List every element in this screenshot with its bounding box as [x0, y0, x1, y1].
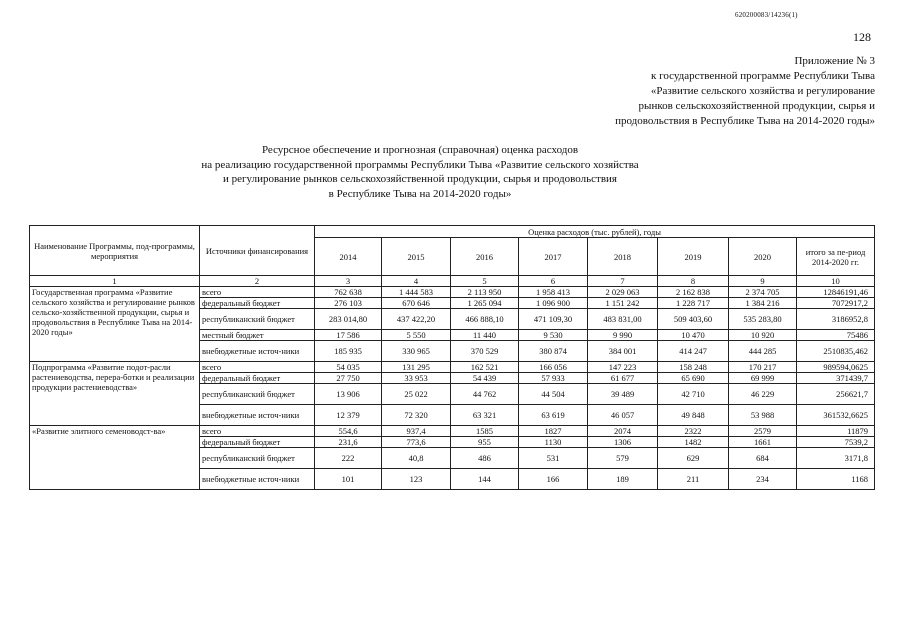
funding-source-cell: федеральный бюджет	[200, 373, 315, 384]
value-cell: 53 988	[729, 405, 797, 426]
value-cell: 535 283,80	[729, 309, 797, 330]
program-name-cell: «Развитие элитного семеноводст-ва»	[30, 426, 200, 490]
table-row	[30, 362, 875, 373]
column-index: 8	[658, 276, 729, 287]
value-cell: 955	[451, 437, 519, 448]
funding-source-cell: всего	[200, 287, 315, 298]
value-cell: 414 247	[658, 341, 729, 362]
total-cell: 7072917,2	[797, 298, 875, 309]
value-cell: 9 530	[519, 330, 588, 341]
value-cell: 2 162 838	[658, 287, 729, 298]
annex-heading	[515, 54, 875, 129]
funding-source-cell: федеральный бюджет	[200, 437, 315, 448]
column-index: 3	[315, 276, 382, 287]
column-index-row	[30, 276, 875, 287]
value-cell: 123	[382, 469, 451, 490]
value-cell: 276 103	[315, 298, 382, 309]
value-cell: 937,4	[382, 426, 451, 437]
total-cell: 3171,8	[797, 448, 875, 469]
value-cell: 63 619	[519, 405, 588, 426]
value-cell: 185 935	[315, 341, 382, 362]
value-cell: 10 920	[729, 330, 797, 341]
value-cell: 2 374 705	[729, 287, 797, 298]
value-cell: 380 874	[519, 341, 588, 362]
column-index: 5	[451, 276, 519, 287]
header-estimate: Оценка расходов (тыс. рублей), годы	[315, 226, 875, 238]
total-cell: 989594,0625	[797, 362, 875, 373]
value-cell: 222	[315, 448, 382, 469]
column-index: 2	[200, 276, 315, 287]
value-cell: 5 550	[382, 330, 451, 341]
header-year: 2018	[588, 238, 658, 276]
value-cell: 2579	[729, 426, 797, 437]
value-cell: 54 035	[315, 362, 382, 373]
funding-source-cell: всего	[200, 426, 315, 437]
value-cell: 13 906	[315, 384, 382, 405]
value-cell: 69 999	[729, 373, 797, 384]
value-cell: 65 690	[658, 373, 729, 384]
value-cell: 531	[519, 448, 588, 469]
value-cell: 1482	[658, 437, 729, 448]
value-cell: 63 321	[451, 405, 519, 426]
value-cell: 629	[658, 448, 729, 469]
funding-source-cell: внебюджетные источ-ники	[200, 469, 315, 490]
funding-source-cell: республиканский бюджет	[200, 309, 315, 330]
table-row	[30, 287, 875, 298]
total-cell: 7539,2	[797, 437, 875, 448]
total-cell: 361532,6625	[797, 405, 875, 426]
value-cell: 1661	[729, 437, 797, 448]
value-cell: 42 710	[658, 384, 729, 405]
value-cell: 39 489	[588, 384, 658, 405]
value-cell: 46 057	[588, 405, 658, 426]
value-cell: 1827	[519, 426, 588, 437]
value-cell: 1585	[451, 426, 519, 437]
funding-source-cell: всего	[200, 362, 315, 373]
value-cell: 9 990	[588, 330, 658, 341]
header-source: Источники финансирования	[200, 226, 315, 276]
value-cell: 1 444 583	[382, 287, 451, 298]
value-cell: 211	[658, 469, 729, 490]
value-cell: 144	[451, 469, 519, 490]
value-cell: 1 958 413	[519, 287, 588, 298]
value-cell: 762 638	[315, 287, 382, 298]
value-cell: 471 109,30	[519, 309, 588, 330]
value-cell: 72 320	[382, 405, 451, 426]
funding-source-cell: федеральный бюджет	[200, 298, 315, 309]
value-cell: 1306	[588, 437, 658, 448]
value-cell: 466 888,10	[451, 309, 519, 330]
title-line: Ресурсное обеспечение и прогнозная (справочная) оценка расходов	[261, 144, 579, 156]
total-cell: 11879	[797, 426, 875, 437]
value-cell: 384 001	[588, 341, 658, 362]
value-cell: 54 439	[451, 373, 519, 384]
funding-source-cell: внебюджетные источ-ники	[200, 341, 315, 362]
value-cell: 1 265 094	[451, 298, 519, 309]
value-cell: 2 029 063	[588, 287, 658, 298]
value-cell: 158 248	[658, 362, 729, 373]
total-cell: 371439,7	[797, 373, 875, 384]
title-line: в Республике Тыва на 2014-2020 годы»	[328, 187, 512, 200]
annex-line: рынков сельскохозяйственной продукции, сырья и	[638, 100, 875, 112]
total-cell: 1168	[797, 469, 875, 490]
value-cell: 1 384 216	[729, 298, 797, 309]
header-year: 2020	[729, 238, 797, 276]
header-year: 2015	[382, 238, 451, 276]
total-cell: 12846191,46	[797, 287, 875, 298]
page-number: 128	[853, 30, 871, 44]
total-cell: 75486	[797, 330, 875, 341]
value-cell: 189	[588, 469, 658, 490]
value-cell: 234	[729, 469, 797, 490]
value-cell: 1 151 242	[588, 298, 658, 309]
value-cell: 1130	[519, 437, 588, 448]
value-cell: 444 285	[729, 341, 797, 362]
program-name-cell: Подпрограмма «Развитие подот-расли растениеводства, перера-ботки и реализации продукции растениеводства»	[30, 362, 200, 426]
value-cell: 486	[451, 448, 519, 469]
value-cell: 147 223	[588, 362, 658, 373]
header-total: итого за пе-риод 2014-2020 гг.	[797, 238, 875, 276]
value-cell: 166 056	[519, 362, 588, 373]
value-cell: 10 470	[658, 330, 729, 341]
value-cell: 554,6	[315, 426, 382, 437]
value-cell: 670 646	[382, 298, 451, 309]
annex-line: «Развитие сельского хозяйства и регулирование	[650, 85, 875, 97]
annex-line: продовольствия в Республике Тыва на 2014-2020 годы»	[615, 115, 875, 127]
table-row	[30, 426, 875, 437]
document-title	[150, 143, 690, 201]
value-cell: 2322	[658, 426, 729, 437]
funding-source-cell: внебюджетные источ-ники	[200, 405, 315, 426]
table-body	[30, 287, 875, 490]
value-cell: 101	[315, 469, 382, 490]
value-cell: 166	[519, 469, 588, 490]
value-cell: 437 422,20	[382, 309, 451, 330]
value-cell: 370 529	[451, 341, 519, 362]
value-cell: 2 113 950	[451, 287, 519, 298]
value-cell: 40,8	[382, 448, 451, 469]
value-cell: 684	[729, 448, 797, 469]
value-cell: 27 750	[315, 373, 382, 384]
value-cell: 330 965	[382, 341, 451, 362]
title-line: и регулирование рынков сельскохозяйственной продукции, сырья и продовольствия	[223, 173, 617, 185]
budget-table	[29, 225, 875, 490]
value-cell: 2074	[588, 426, 658, 437]
value-cell: 170 217	[729, 362, 797, 373]
value-cell: 49 848	[658, 405, 729, 426]
value-cell: 1 096 900	[519, 298, 588, 309]
document-id: 620200083/14236(1)	[735, 11, 798, 19]
value-cell: 17 586	[315, 330, 382, 341]
total-cell: 256621,7	[797, 384, 875, 405]
header-name: Наименование Программы, под-программы, мероприятия	[30, 226, 200, 276]
header-year: 2017	[519, 238, 588, 276]
column-index: 1	[30, 276, 200, 287]
column-index: 6	[519, 276, 588, 287]
value-cell: 46 229	[729, 384, 797, 405]
value-cell: 33 953	[382, 373, 451, 384]
value-cell: 44 504	[519, 384, 588, 405]
value-cell: 44 762	[451, 384, 519, 405]
value-cell: 231,6	[315, 437, 382, 448]
header-year: 2014	[315, 238, 382, 276]
header-year: 2019	[658, 238, 729, 276]
value-cell: 579	[588, 448, 658, 469]
value-cell: 61 677	[588, 373, 658, 384]
value-cell: 283 014,80	[315, 309, 382, 330]
value-cell: 509 403,60	[658, 309, 729, 330]
annex-line: к государственной программе Республики Тыва	[650, 70, 875, 82]
title-line: на реализацию государственной программы Республики Тыва «Развитие сельского хозяйства	[201, 158, 639, 171]
annex-line: Приложение № 3	[794, 55, 875, 67]
value-cell: 483 831,00	[588, 309, 658, 330]
value-cell: 12 379	[315, 405, 382, 426]
funding-source-cell: республиканский бюджет	[200, 384, 315, 405]
value-cell: 11 440	[451, 330, 519, 341]
value-cell: 25 022	[382, 384, 451, 405]
column-index: 4	[382, 276, 451, 287]
column-index: 9	[729, 276, 797, 287]
value-cell: 773,6	[382, 437, 451, 448]
column-index: 7	[588, 276, 658, 287]
total-cell: 3186952,8	[797, 309, 875, 330]
value-cell: 57 933	[519, 373, 588, 384]
funding-source-cell: республиканский бюджет	[200, 448, 315, 469]
program-name-cell: Государственная программа «Развитие сельского хозяйства и регулирование рынков сельско-хозяйственной продукции, сырья и продовольствия в Республике Тыва на 2014-2020 годы»	[30, 287, 200, 362]
header-year: 2016	[451, 238, 519, 276]
value-cell: 1 228 717	[658, 298, 729, 309]
value-cell: 131 295	[382, 362, 451, 373]
column-index: 10	[797, 276, 875, 287]
value-cell: 162 521	[451, 362, 519, 373]
total-cell: 2510835,462	[797, 341, 875, 362]
funding-source-cell: местный бюджет	[200, 330, 315, 341]
